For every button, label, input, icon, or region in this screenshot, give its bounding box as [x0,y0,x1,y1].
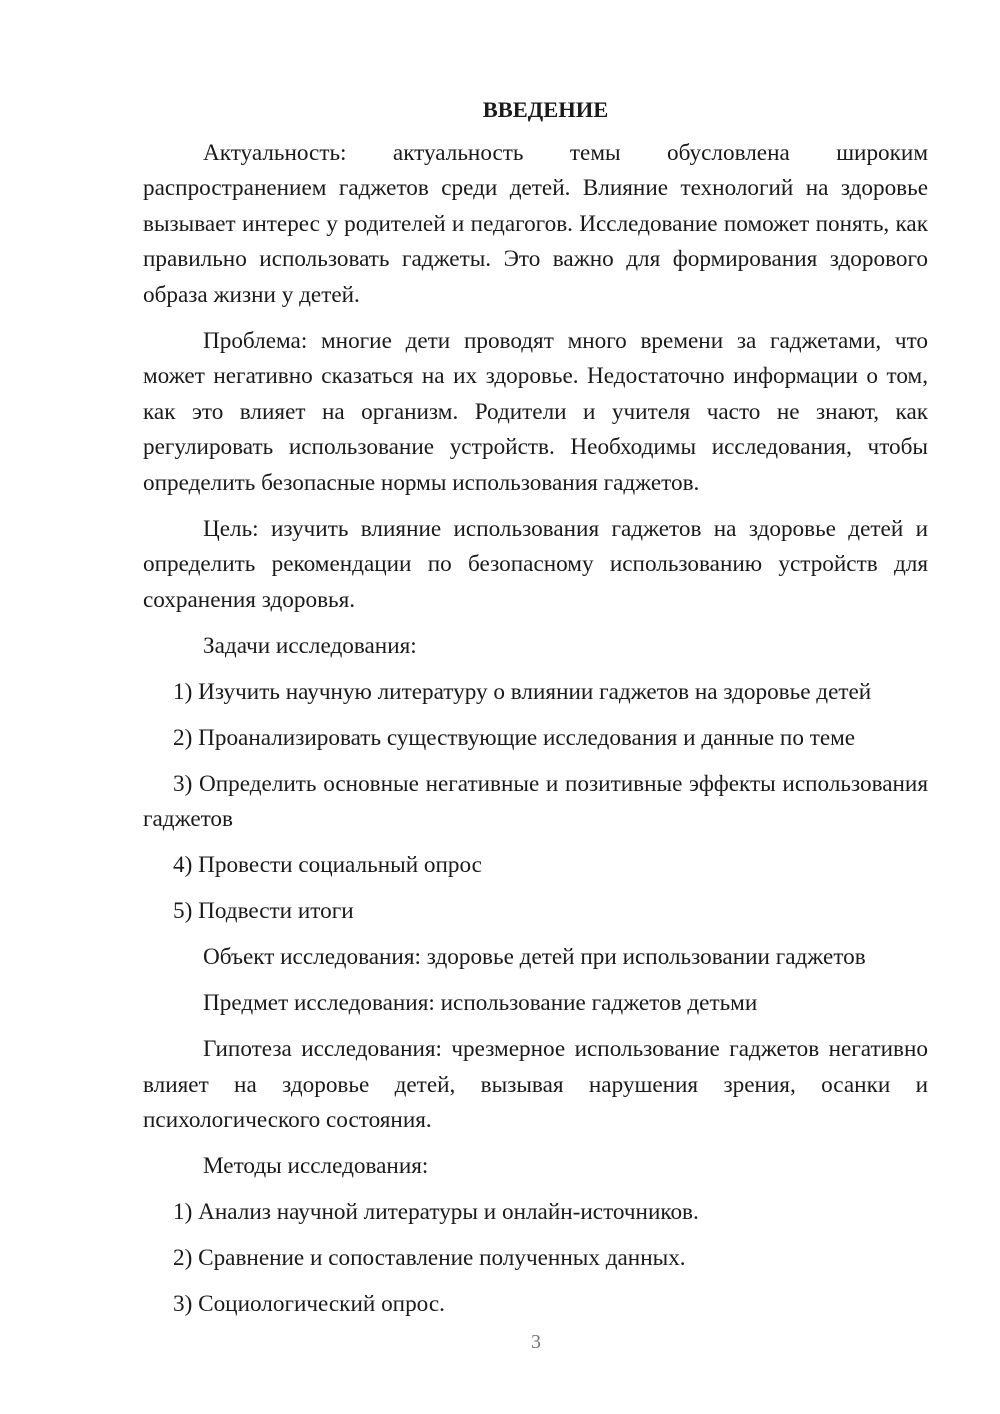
section-title: ВВЕДЕНИЕ [482,97,609,122]
list-item: 1) Анализ научной литературы и онлайн-источников. [173,1199,699,1225]
methods-list [143,1195,928,1323]
subject-line: Предмет исследования: использование гаджетов детьми [203,990,758,1016]
problem-paragraph: Проблема: многие дети проводят много времени за гаджетами, что может негативно сказаться на их здоровье. Недостаточно информации о том, как это влияет на организм. Родители и учителя часто не знают, как регулировать использование устройств. Необходимы исследования, чтобы определить безопасные нормы использования гаджетов. [143,327,928,496]
methods-heading: Методы исследования: [203,1153,429,1179]
list-item: 1) Изучить научную литературу о влиянии гаджетов на здоровье детей [173,678,872,705]
list-item: 2) Проанализировать существующие исследования и данные по теме [173,724,856,751]
tasks-heading: Задачи исследования: [203,632,417,659]
page-content [143,92,928,1333]
list-item: 3) Определить основные негативные и позитивные эффекты использования гаджетов [143,770,928,832]
list-item: 4) Провести социальный опрос [173,852,482,878]
hypothesis-paragraph: Гипотеза исследования: чрезмерное использование гаджетов негативно влияет на здоровье детей, вызывая нарушения зрения, осанки и психологического состояния. [143,1036,928,1133]
list-item: 3) Социологический опрос. [173,1291,445,1317]
list-item: 5) Подвести итоги [173,898,354,924]
list-item: 2) Сравнение и сопоставление полученных данных. [173,1245,686,1271]
page-number: 3 [531,1331,541,1353]
tasks-list [143,675,928,930]
goal-paragraph: Цель: изучить влияние использования гаджетов на здоровье детей и определить рекомендации по безопасному использованию устройств для сохранения здоровья. [143,515,928,613]
relevance-paragraph: Актуальность: актуальность темы обусловлена широким распространением гаджетов среди детей. Влияние технологий на здоровье вызывает интерес у родителей и педагогов. Исследование поможет понять, как правильно использовать гаджеты. Это важно для формирования здорового образа жизни у детей. [143,139,928,308]
object-line: Объект исследования: здоровье детей при использовании гаджетов [203,944,866,970]
